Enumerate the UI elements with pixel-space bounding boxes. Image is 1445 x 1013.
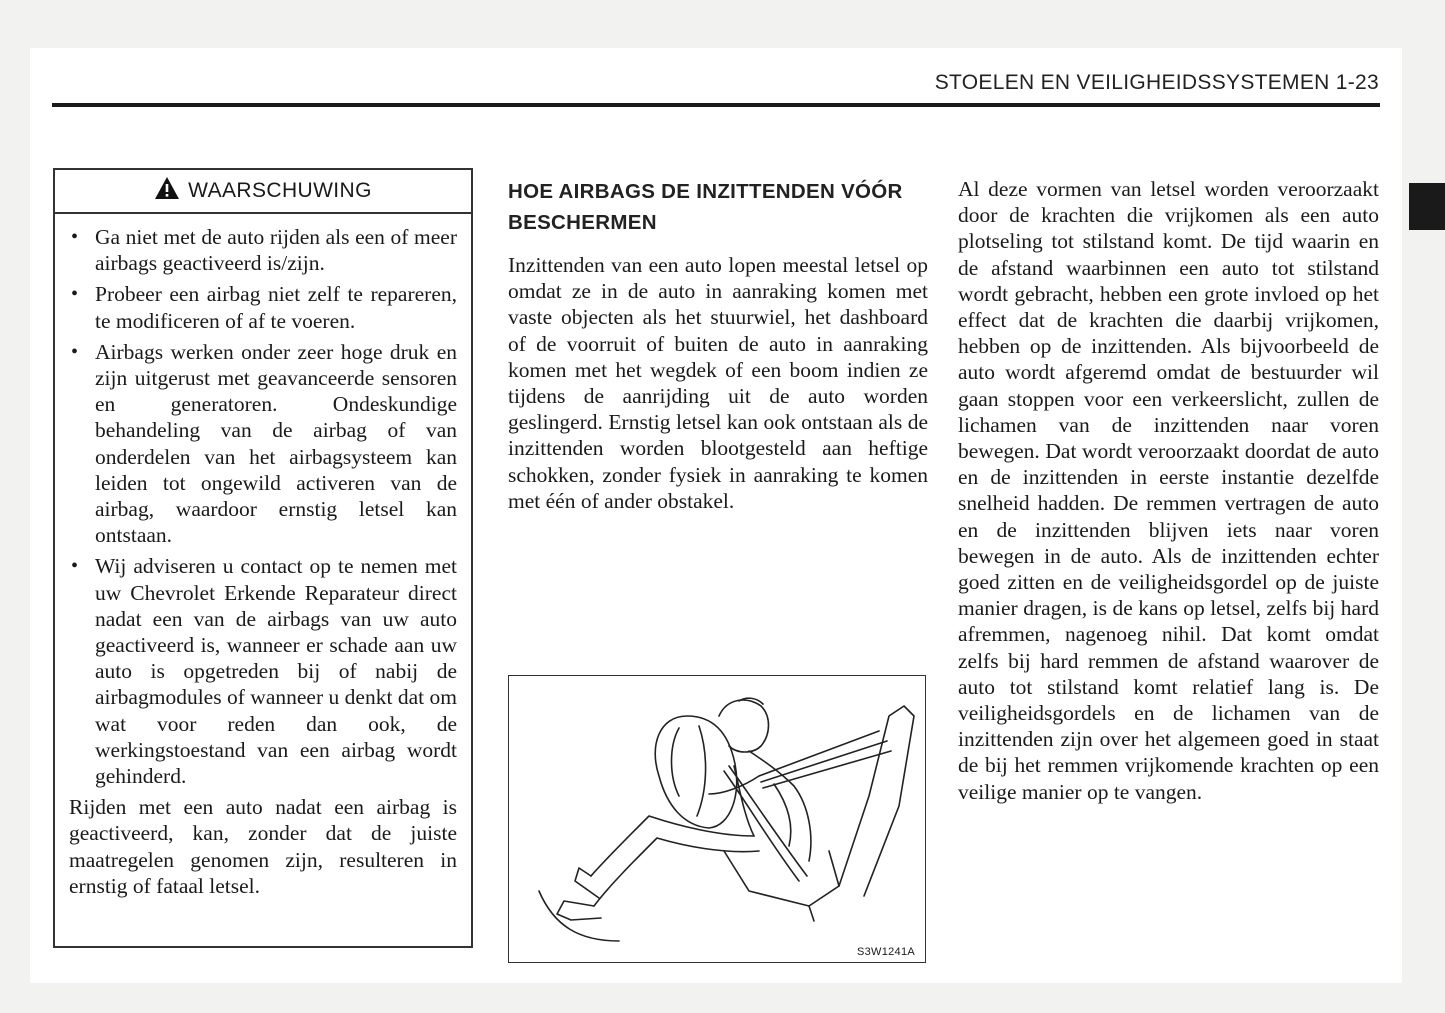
warning-box xyxy=(53,168,473,948)
warning-body xyxy=(55,214,471,899)
warning-item: • Probeer een airbag niet zelf te repareren, te modificeren of af te voeren. xyxy=(69,281,457,333)
chapter-thumb-tab xyxy=(1409,183,1445,230)
warning-header xyxy=(55,170,471,214)
warning-item: • Ga niet met de auto rijden als een of meer airbags geactiveerd is/zijn. xyxy=(69,224,457,276)
warning-closing: Rijden met een auto nadat een airbag is geactiveerd, kan, zonder dat de juiste maatregelen genomen zijn, resulteren in ernstig of fataal letsel. xyxy=(69,795,457,898)
section-paragraph: Inzittenden van een auto lopen meestal letsel op omdat ze in de auto in aanraking komen met vaste objecten als het stuurwiel, het dashboard of de voorruit of buiten de auto in aanraking komen met het wegdek of een boom indien ze tijdens de aanrijding uit de auto worden geslingerd. Ernstig letsel kan ook ontstaan als de inzittenden worden blootgesteld aan heftige schokken, zonder fysiek in aanraking te komen met één of ander obstakel. xyxy=(508,253,928,513)
right-paragraph: Al deze vormen van letsel worden veroorzaakt door de krachten die vrijkomen als een auto plotseling tot stilstand komt. De tijd waarin en de afstand waarbinnen een auto tot stilstand wordt gebracht, hebben een grote invloed op het effect dat de krachten die daarbij vrijkomen, hebben op de inzittenden. Als bijvoorbeeld de auto wordt afgeremd omdat de bestuurder wil gaan stoppen voor een verkeerslicht, zullen de lichamen van de inzittenden naar voren bewegen. Dat wordt veroorzaakt doordat de auto en de inzittenden in eerste instantie dezelfde snelheid hadden. De remmen vertragen de auto en de inzittenden blijven iets naar voren bewegen in de auto. Als de inzittenden echter goed zitten en de veiligheidsgordel op de juiste manier dragen, is de kans op letsel, zelfs bij hard afremmen, nagenoeg nihil. Dat komt omdat zelfs bij hard remmen de afstand waarover de auto tot stilstand komt relatief lang is. De veiligheidsgordels en de lichamen van de inzittenden zijn over het algemeen goed in staat de bij het remmen vrijkomende krachten op een veilige manier op te vangen. xyxy=(958,177,1379,804)
occupant-airbag-drawing xyxy=(509,676,927,964)
figure-code: S3W1241A xyxy=(856,946,915,958)
airbag-illustration xyxy=(508,675,926,963)
middle-column xyxy=(508,176,928,514)
running-header: STOELEN EN VEILIGHEIDSSYSTEMEN 1-23 xyxy=(934,71,1379,94)
warning-item: • Wij adviseren u contact op te nemen met uw Chevrolet Erkende Reparateur direct nadat een van de airbags van uw auto geactiveerd is, wanneer er schade aan uw auto is opgetreden bij of nabij de airbagmodules of wanneer u denkt dat om wat voor reden dan ook, de werkingstoestand van een airbag wordt gehinderd. xyxy=(69,553,457,789)
section-heading: HOE AIRBAGS DE INZITTENDEN VÓÓR BESCHERMEN xyxy=(508,180,903,234)
warning-title: WAARSCHUWING xyxy=(188,179,372,202)
warning-list xyxy=(69,224,457,789)
warning-item: • Airbags werken onder zeer hoge druk en zijn uitgerust met geavanceerde sensoren en generatoren. Ondeskundige behandeling van de airbag of van onderdelen van het airbagsysteem kan leiden tot ongewild activeren van de airbag, waardoor ernstig letsel kan ontstaan. xyxy=(69,339,457,549)
right-column xyxy=(958,176,1379,805)
warning-triangle-icon xyxy=(154,176,180,206)
header-rule xyxy=(52,103,1380,107)
